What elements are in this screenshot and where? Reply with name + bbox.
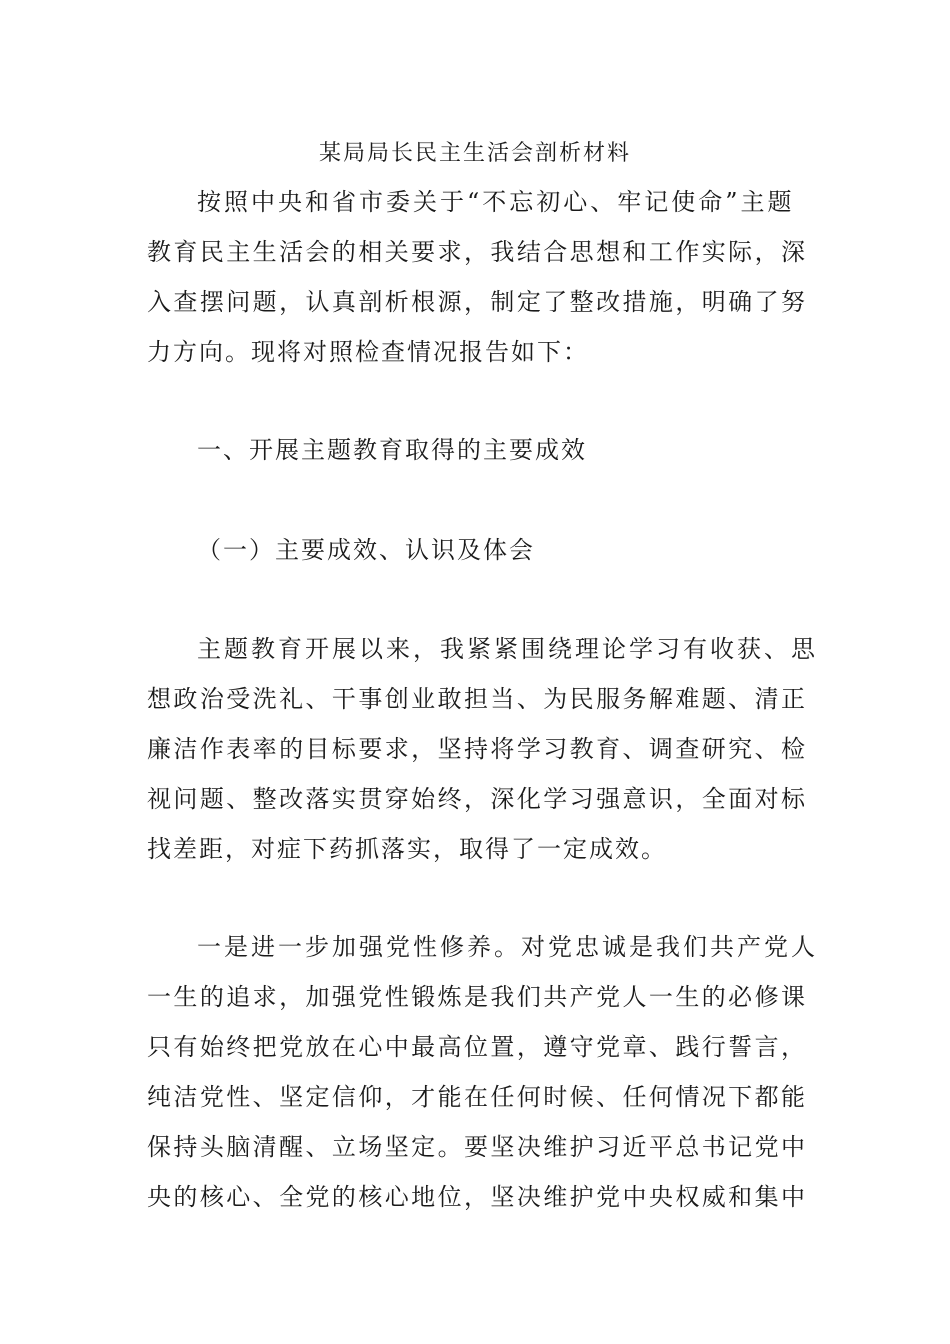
- paragraph1-line-4: 视问题、整改落实贯穿始终，深化学习强意识，全面对标: [147, 785, 805, 813]
- paragraph1-line-5: 找差距，对症下药抓落实，取得了一定成效。: [147, 835, 667, 863]
- intro-line-3: 入查摆问题，认真剖析根源，制定了整改措施，明确了努: [147, 288, 805, 316]
- intro-line-2: 教育民主生活会的相关要求，我结合思想和工作实际，深: [147, 238, 805, 266]
- paragraph2-line-1: 一是进一步加强党性修养。对党忠诚是我们共产党人: [197, 933, 818, 961]
- paragraph1-line-2: 想政治受洗礼、干事创业敢担当、为民服务解难题、清正: [147, 685, 805, 713]
- paragraph2-line-6: 央的核心、全党的核心地位，坚决维护党中央权威和集中: [147, 1183, 805, 1211]
- paragraph1-line-3: 廉洁作表率的目标要求，坚持将学习教育、调查研究、检: [147, 735, 805, 763]
- subsection-heading: （一）主要成效、认识及体会: [197, 536, 535, 564]
- intro-line-1: 按照中央和省市委关于“不忘初心、牢记使命”主题: [197, 188, 795, 216]
- section-heading: 一、开展主题教育取得的主要成效: [197, 436, 587, 464]
- intro-line-4: 力方向。现将对照检查情况报告如下：: [147, 338, 589, 366]
- paragraph2-line-4: 纯洁党性、坚定信仰，才能在任何时候、任何情况下都能: [147, 1083, 805, 1111]
- paragraph2-line-3: 只有始终把党放在心中最高位置，遵守党章、践行誓言，: [147, 1033, 805, 1061]
- document-title: 某局局长民主生活会剖析材料: [318, 141, 631, 166]
- paragraph2-line-5: 保持头脑清醒、立场坚定。要坚决维护习近平总书记党中: [147, 1133, 805, 1161]
- paragraph2-line-2: 一生的追求，加强党性锻炼是我们共产党人一生的必修课: [147, 983, 805, 1011]
- paragraph1-line-1: 主题教育开展以来，我紧紧围绕理论学习有收获、思: [197, 635, 818, 663]
